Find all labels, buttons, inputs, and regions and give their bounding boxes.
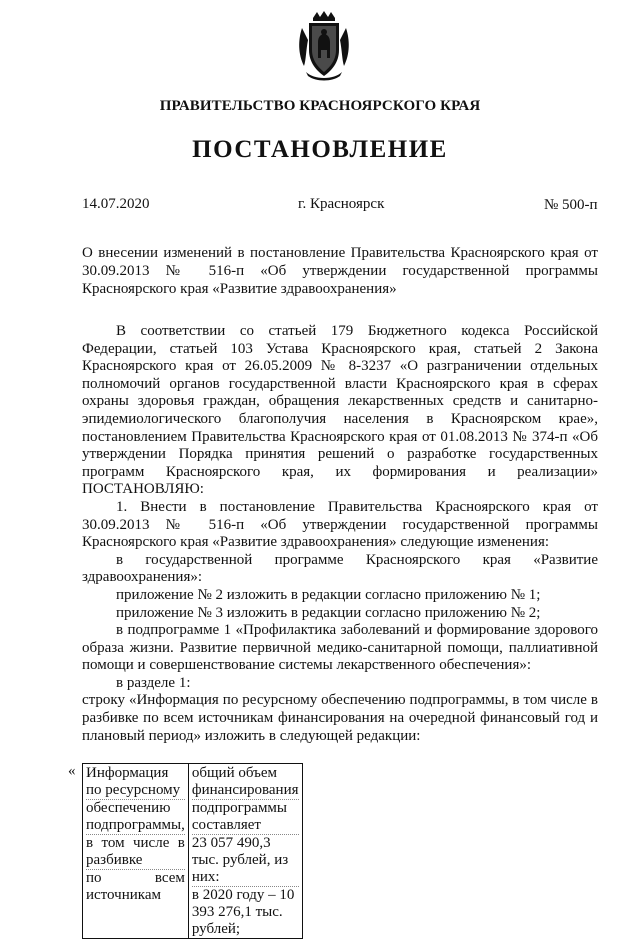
opening-quote: «: [68, 763, 76, 779]
coat-of-arms-icon: [296, 10, 352, 82]
table-line: в 2020 году – 10 393 276,1 тыс. рублей;: [191, 887, 295, 937]
table-line: подпрограммы составляет: [192, 800, 299, 835]
table-line: Информация по ресурсному: [86, 765, 185, 800]
document-body: [82, 323, 598, 745]
paragraph-preamble: В соответствии со статьей 179 Бюджетного кодекса Российской Федерации, статьей 103 Устава Красноярского края, статьей 2 Закона Красноярского края от 26.05.2009 № 8-3237 «О разграничении отдельных полномочий органов государственной власти Красноярского края в сферах охраны здоровья граждан, обращения лекарственных средств и санитарно-эпидемиологического благополучия населения в Красноярском крае», постановлением Правительства Красноярского края от 01.08.2013 № 374-п «Об утверждении Порядка принятия решений о разработке государственных программ Красноярского края, их формирования и реализации» ПОСТАНОВЛЯЮ:: [82, 323, 598, 498]
paragraph-subprogram: в подпрограмме 1 «Профилактика заболеваний и формирование здорового образа жизни. Развитие первичной медико-санитарной помощи, паллиативной помощи и совершенствование системы лекарственного обеспечения»:: [82, 622, 598, 674]
paragraph-appendix-3: приложение № 3 изложить в редакции согласно приложению № 2;: [116, 604, 541, 621]
table-line: общий объем финансирования: [191, 765, 299, 798]
paragraph-item-1: 1. Внести в постановление Правительства Красноярского края от 30.09.2013 № 516-п «Об утверждении государственной программы Красноярского края «Развитие здравоохранения» следующие изменения:: [82, 498, 598, 551]
table-row: [83, 764, 303, 939]
document-subject: О внесении изменений в постановление Правительства Красноярского края от 30.09.2013 № 516-п «Об утверждении государственной программы Красноярского края «Развитие здравоохранения»: [82, 245, 598, 297]
table-cell-label: [83, 764, 189, 939]
document-city: г. Красноярск: [298, 196, 385, 212]
table-cell-value: [188, 764, 302, 939]
paragraph-program: в государственной программе Красноярского края «Развитие здравоохранения»:: [82, 551, 598, 586]
table-line: по всем источникам: [86, 870, 185, 903]
government-title: ПРАВИТЕЛЬСТВО КРАСНОЯРСКОГО КРАЯ: [159, 98, 481, 114]
document-type-heading: ПОСТАНОВЛЕНИЕ: [192, 136, 448, 163]
table-line: 23 057 490,3 тыс. рублей, из них:: [192, 835, 299, 887]
document-date: 14.07.2020: [82, 196, 150, 212]
paragraph-appendix-2: приложение № 2 изложить в редакции согласно приложению № 1;: [116, 586, 541, 603]
funding-table: [82, 763, 303, 939]
paragraph-row-replacement: строку «Информация по ресурсному обеспечению подпрограммы, в том числе в разбивке по всем источникам финансирования на очередной финансовый год и плановый период» изложить в следующей редакции:: [82, 692, 598, 744]
document-number: № 500-п: [544, 197, 598, 213]
table-line: в том числе в разбивке: [86, 835, 185, 868]
table-line: обеспечению подпрограммы,: [86, 800, 185, 833]
paragraph-section-1: в разделе 1:: [116, 674, 191, 691]
